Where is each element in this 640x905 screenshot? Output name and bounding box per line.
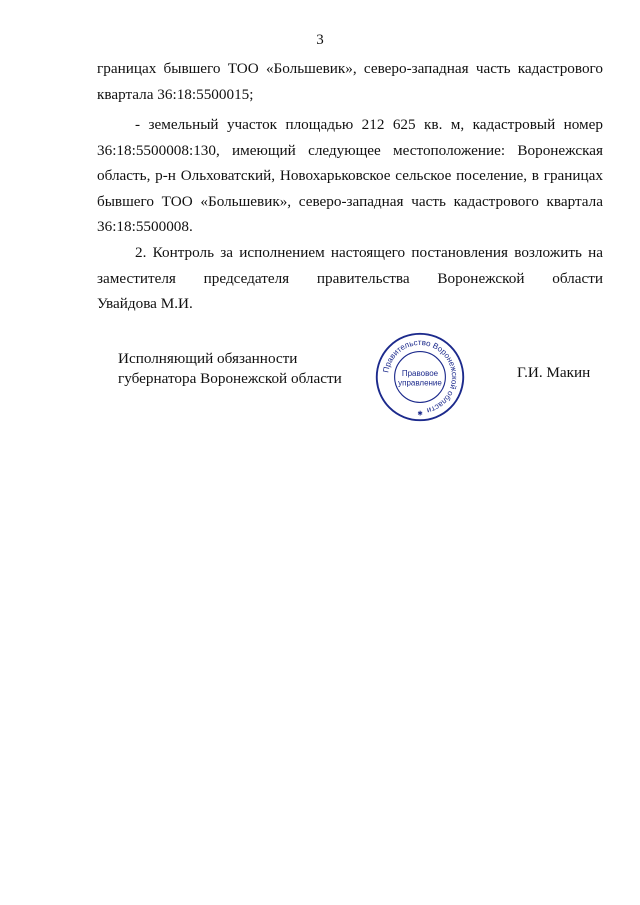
paragraph-line: 36:18:5500008. xyxy=(97,218,193,235)
seal-ring-text: Правительство Воронежской области xyxy=(381,338,459,416)
position-line: губернатора Воронежской области xyxy=(118,370,342,387)
paragraph-line: - земельный участок площадью 212 625 кв. м, кадастровый номер xyxy=(135,116,603,133)
seal-center-text: управление xyxy=(398,378,442,388)
paragraph-line: границах бывшего ТОО «Большевик», северо-западная часть кадастрового xyxy=(97,60,603,77)
signatory-position xyxy=(118,349,342,389)
paragraph-line: бывшего ТОО «Большевик», северо-западная часть кадастрового квартала xyxy=(97,192,603,210)
seal-star-icon: ✱ xyxy=(417,409,423,418)
position-line: Исполняющий обязанности xyxy=(118,350,298,367)
paragraph-1 xyxy=(97,56,603,107)
paragraph-2 xyxy=(97,112,603,240)
paragraph-line: область, р-н Ольховатский, Новохарьковское сельское поселение, в границах xyxy=(97,167,603,184)
paragraph-line: квартала 36:18:5500015; xyxy=(97,85,254,103)
signatory-name: Г.И. Макин xyxy=(517,364,591,381)
paragraph-3 xyxy=(97,240,603,317)
official-seal-stamp xyxy=(373,330,467,424)
seal-center-text: Правовое xyxy=(401,369,439,379)
page-number: 3 xyxy=(316,32,324,48)
paragraph-line: 2. Контроль за исполнением настоящего постановления возложить на xyxy=(135,244,603,261)
paragraph-line: Увайдова М.И. xyxy=(97,295,193,312)
paragraph-line: заместителя председателя правительства Воронежской области xyxy=(97,269,603,287)
paragraph-line: 36:18:5500008:130, имеющий следующее местоположение: Воронежская xyxy=(97,141,603,159)
